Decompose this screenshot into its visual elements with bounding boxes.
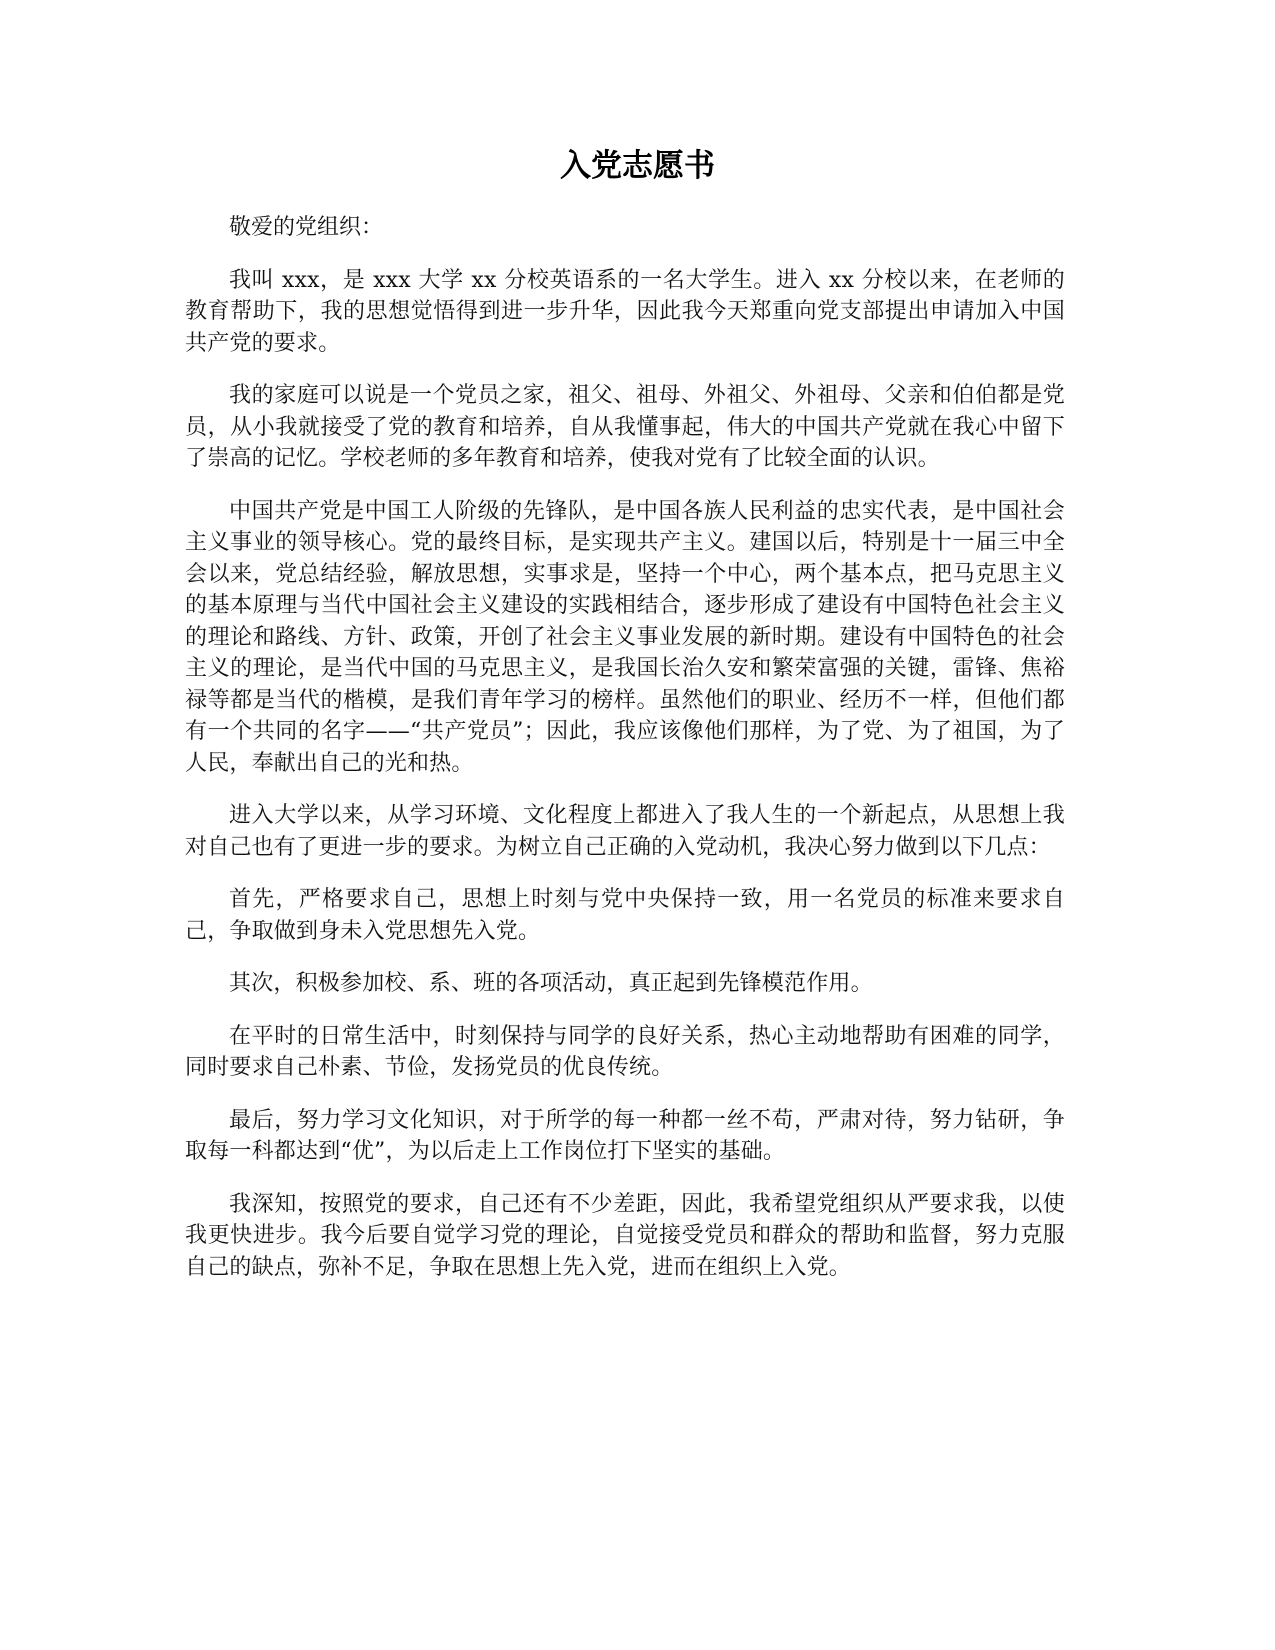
document-body — [185, 212, 1065, 1304]
document-title: 入党志愿书 — [560, 148, 715, 184]
salutation: 敬爱的党组织： — [229, 215, 384, 240]
paragraph-first-point: 首先，严格要求自己，思想上时刻与党中央保持一致，用一名党员的标准来要求自己，争取做到身未入党思想先入党。 — [185, 887, 1065, 944]
paragraph-daily-life: 在平时的日常生活中，时刻保持与同学的良好关系，热心主动地帮助有困难的同学，同时要求自己朴素、节俭，发扬党员的优良传统。 — [185, 1023, 1065, 1080]
paragraph-family: 我的家庭可以说是一个党员之家，祖父、祖母、外祖父、外祖母、父亲和伯伯都是党员，从小我就接受了党的教育和培养，自从我懂事起，伟大的中国共产党就在我心中留下了崇高的记忆。学校老师的多年教育和培养，使我对党有了比较全面的认识。 — [185, 383, 1065, 471]
paragraph-final-point: 最后，努力学习文化知识，对于所学的每一种都一丝不苟，严肃对待，努力钻研，争取每一科都达到“优”，为以后走上工作岗位打下坚实的基础。 — [185, 1107, 1065, 1164]
paragraph-conclusion: 我深知，按照党的要求，自己还有不少差距，因此，我希望党组织从严要求我，以使我更快进步。我今后要自觉学习党的理论，自觉接受党员和群众的帮助和监督，努力克服自己的缺点，弥补不足，争取在思想上先入党，进而在组织上入党。 — [185, 1191, 1065, 1280]
paragraph-second-point: 其次，积极参加校、系、班的各项活动，真正起到先锋模范作用。 — [229, 971, 873, 996]
paragraph-university-goals: 进入大学以来，从学习环境、文化程度上都进入了我人生的一个新起点，从思想上我对自己也有了更进一步的要求。为树立自己正确的入党动机，我决心努力做到以下几点： — [185, 803, 1065, 860]
paragraph-party-understanding: 中国共产党是中国工人阶级的先锋队，是中国各族人民利益的忠实代表，是中国社会主义事业的领导核心。党的最终目标，是实现共产主义。建国以后，特别是十一届三中全会以来，党总结经验，解放思想，实事求是，坚持一个中心，两个基本点，把马克思主义的基本原理与当代中国社会主义建设的实践相结合，逐步形成了建设有中国特色社会主义的理论和路线、方针、政策，开创了社会主义事业发展的新时期。建设有中国特色的社会主义的理论，是当代中国的马克思主义，是我国长治久安和繁荣富强的关键，雷锋、焦裕禄等都是当代的楷模，是我们青年学习的榜样。虽然他们的职业、经历不一样，但他们都有一个共同的名字——“共产党员”；因此，我应该像他们那样，为了党、为了祖国，为了人民，奉献出自己的光和热。 — [185, 498, 1065, 776]
paragraph-introduction: 我叫 xxx，是 xxx 大学 xx 分校英语系的一名大学生。进入 xx 分校以来，在老师的教育帮助下，我的思想觉悟得到进一步升华，因此我今天郑重向党支部提出申请加入中国共产党的要求。 — [185, 267, 1065, 356]
